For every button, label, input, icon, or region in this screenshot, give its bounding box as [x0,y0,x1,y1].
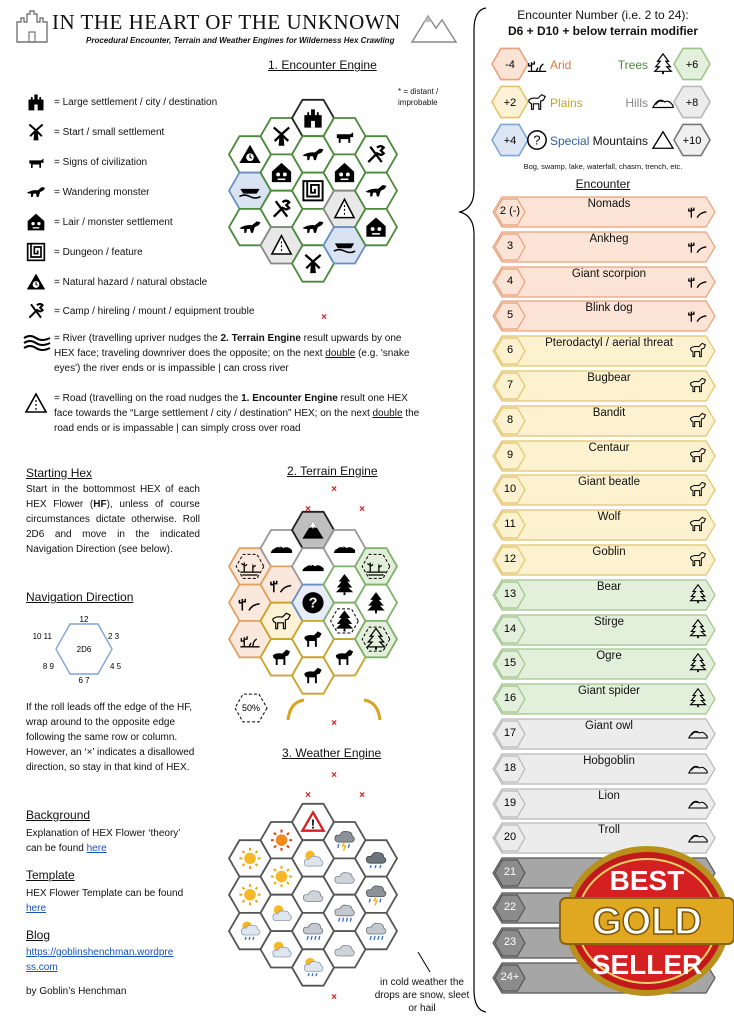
encounter-number: 2 (-) [499,205,521,217]
disallowed-x: × [331,992,337,1003]
encounter-row [492,544,716,576]
modifier-value: +6 [685,59,699,71]
svg-text:!: ! [310,817,316,832]
svg-text:?: ? [533,132,541,148]
encounter-row [492,718,716,750]
mountain-outline-icon [653,132,673,149]
page-subtitle: Procedural Encounter, Terrain and Weather Engines for Wilderness Hex Crawling [86,36,395,45]
encounter-name: Wolf [597,511,621,524]
legend-label: = Wandering monster [54,186,150,198]
legend-item [22,212,173,232]
disallowed-x: × [321,312,327,323]
encounter-name: Lion [598,789,620,802]
encounter-number: 19 [503,796,517,809]
encounter-number: 4 [506,274,514,287]
hazard-icon [22,272,50,292]
nav-lower-right: 4 5 [110,662,122,671]
modifier-name: Arid [550,58,572,72]
legend-label: = Signs of civilization [54,156,148,168]
blog-link[interactable]: https://goblinshenchman.wordpress.com [26,947,174,973]
encounter-row [492,683,716,715]
tools-icon [22,301,50,321]
encounter-name: Ankheg [589,232,629,245]
modifier-hex [492,124,528,155]
weather-hex-flower [220,762,460,1012]
encounter-name: Hobgoblin [583,754,635,767]
encounter-row [492,266,716,298]
navigation-diagram [32,612,136,686]
dice-formula: D6 + D10 + below terrain modifier [507,24,699,38]
encounter-number: 15 [503,657,517,670]
legend-item [22,152,147,172]
modifier-value: +10 [682,135,702,147]
badge-line3: SELLER [591,949,703,980]
question-outline-icon [528,131,546,149]
disallowed-x: × [331,770,337,781]
navigation-text: If the roll leads off the edge of the HF, wrap around to the opposite edge following the same row or column. However, an ‘×’ indicates a disallowed direction, so stay in that kind of HEX. [26,702,195,773]
encounter-name: Bear [596,580,622,593]
modifier-value: +2 [503,97,517,109]
disallowed-x: × [359,504,365,515]
encounter-row [492,509,716,541]
nav-lower-left: 8 9 [42,662,54,671]
nav-center: 2D6 [76,645,92,654]
encounter-number: 23 [503,935,517,948]
horse-outline-icon [529,95,546,110]
encounter-number: 20 [503,831,517,844]
encounter-number: 5 [506,309,514,322]
special-note: Bog, swamp, lake, waterfall, chasm, trench, etc. [523,162,683,171]
encounter-row [492,370,716,402]
encounter-number: 7 [506,379,514,391]
modifier-value: -4 [505,59,515,71]
road-description: = Road (travelling on the road nudges the 1. Encounter Engine result one HEX face towards the “Large settlement / city / destination” HEX; on the next double the road ends or is impassable | can simply cross over road [54,393,420,434]
encounter-number: 10 [503,483,517,496]
encounter-number-header: Encounter Number (i.e. 2 to 24): [517,8,689,22]
encounter-label: Encounter [575,177,631,191]
legend-item [22,242,143,262]
encounter-name: Centaur [588,441,630,454]
terrain-engine-title: 2. Terrain Engine [287,464,378,478]
river-description: = River (travelling upriver nudges the 2. Terrain Engine result upwards by one HEX face; traveling downriver does the opposite; on the next double (e.g. 'snake eyes') the river ends or is impassible | can cross river [54,333,410,374]
windmill-icon [22,122,50,142]
disallowed-x: × [331,718,337,729]
modifier-hex [674,124,710,155]
blog-title: Blog [26,928,51,942]
starting-hex-title: Starting Hex [26,466,93,480]
road-icon [24,392,48,416]
encounter-name: Goblin [592,546,626,558]
template-title: Template [26,868,75,882]
encounter-row [492,579,716,611]
modifier-name: Hills [625,96,648,110]
best-gold-seller-badge [560,846,734,996]
move-arrow [288,700,304,720]
author: by Goblin’s Henchman [26,986,127,997]
encounter-number: 3 [506,239,514,252]
encounter-number: 12 [503,553,517,565]
encounter-row [492,614,716,646]
encounter-row [492,648,716,680]
background-title: Background [26,808,91,822]
background-text: Explanation of HEX Flower ‘theory’ can be found here [26,828,181,854]
lair-icon [22,212,50,232]
encounter-number: 11 [504,518,516,531]
encounter-row [492,788,716,820]
modifier-value: +4 [503,135,517,147]
nav-bottom: 6 7 [78,676,90,685]
encounter-name: Bugbear [587,372,631,384]
encounter-name: Giant owl [585,720,633,732]
modifier-hex [674,86,710,117]
nav-upper-left: 10 11 [32,632,52,641]
encounter-row [492,405,716,437]
modifier-name: Trees [617,58,648,72]
encounter-number: 18 [503,761,517,774]
fifty-percent-label: 50% [241,703,261,713]
encounter-name: Troll [598,824,620,837]
encounter-row [492,196,716,228]
legend-item [22,92,217,112]
cow-icon [22,152,50,172]
fifty-percent-hex [235,694,267,722]
hill-outline-icon [653,100,673,107]
page-title: IN THE HEART OF THE UNKNOWN [52,10,401,34]
encounter-row [492,753,716,785]
encounter-number: 14 [503,622,517,635]
encounter-row [492,440,716,472]
disallowed-x: × [331,484,337,495]
nav-upper-right: 2 3 [108,632,120,641]
legend-label: = Large settlement / city / destination [54,96,218,108]
terrain-hex-flower [220,480,460,730]
encounter-row [492,335,716,367]
table-bracket [440,0,490,1018]
encounter-number: 24+ [500,970,520,983]
encounter-hex-flower [220,72,460,332]
legend-item [22,182,150,202]
encounter-number: 22 [503,901,517,913]
background-link[interactable]: here [86,843,107,854]
legend-item [22,122,164,142]
legend-label: = Start / small settlement [54,126,165,138]
encounter-row [492,300,716,332]
encounter-name: Ogre [596,650,622,663]
template-link[interactable]: here [26,903,47,914]
nav-top: 12 [79,615,89,624]
starting-hex-text: Start in the bottommost HEX of each HEX Flower (HF), unless of course circumstances dictate otherwise. Roll 2D6 and move in the indicated Navigation Direction (see below). [26,484,200,555]
encounter-number: 21 [503,866,517,879]
modifier-name: Mountains [592,134,648,148]
encounter-engine-title: 1. Encounter Engine [268,58,377,72]
legend-item [22,272,207,292]
move-arrow [364,700,380,720]
terrain-modifiers [486,44,716,168]
encounter-number: 17 [503,727,517,739]
encounter-number: 9 [506,448,514,461]
disallowed-x: × [359,790,365,801]
encounter-name: Stirge [593,615,625,628]
castle-logo-icon [14,10,50,44]
encounter-row [492,231,716,263]
encounter-row [492,474,716,506]
encounter-name: Pterodactyl / aerial threat [545,337,673,350]
weather-engine-title: 3. Weather Engine [282,746,382,760]
modifier-hex [674,48,710,79]
dinosaur-icon [22,182,50,202]
navigation-title: Navigation Direction [26,590,134,604]
modifier-hex [492,86,528,117]
legend-label: = Natural hazard / natural obstacle [54,276,208,288]
encounter-number: 13 [503,587,517,600]
encounter-name: Blink dog [585,302,633,315]
legend-label: = Dungeon / feature [54,246,143,258]
castle-icon [22,92,50,112]
disallowed-x: × [305,504,311,515]
weather-note-arrow [418,952,430,972]
legend-label: = Lair / monster settlement [54,216,173,228]
arid-icon [528,61,546,71]
legend-label: = Camp / hireling / mount / equipment trouble [54,305,255,317]
maze-icon [22,242,50,262]
disallowed-x: × [305,790,311,801]
encounter-number: 16 [503,692,517,705]
weather-note: in cold weather the drops are snow, sleet or hail [374,977,470,1014]
modifier-value: +8 [685,97,699,109]
template-text: HEX Flower Template can be found here [26,888,184,914]
encounter-name: Giant spider [577,685,640,698]
distant-note: * = distant / improbable [398,87,439,107]
tree-outline-icon [655,54,672,74]
modifier-name: Plains [550,96,583,110]
badge-line2: GOLD [592,901,702,943]
modifier-name: Special [550,134,590,148]
svg-text:?: ? [308,595,318,612]
encounter-number: 8 [506,413,514,426]
encounter-name: Bandit [592,406,626,419]
encounter-name: Nomads [587,198,631,210]
badge-line1: BEST [609,865,685,896]
encounter-number: 6 [506,344,514,357]
river-icon [22,332,52,352]
encounter-name: Giant beatle [577,476,640,489]
modifier-hex [492,48,528,79]
encounter-name: Giant scorpion [571,267,647,280]
